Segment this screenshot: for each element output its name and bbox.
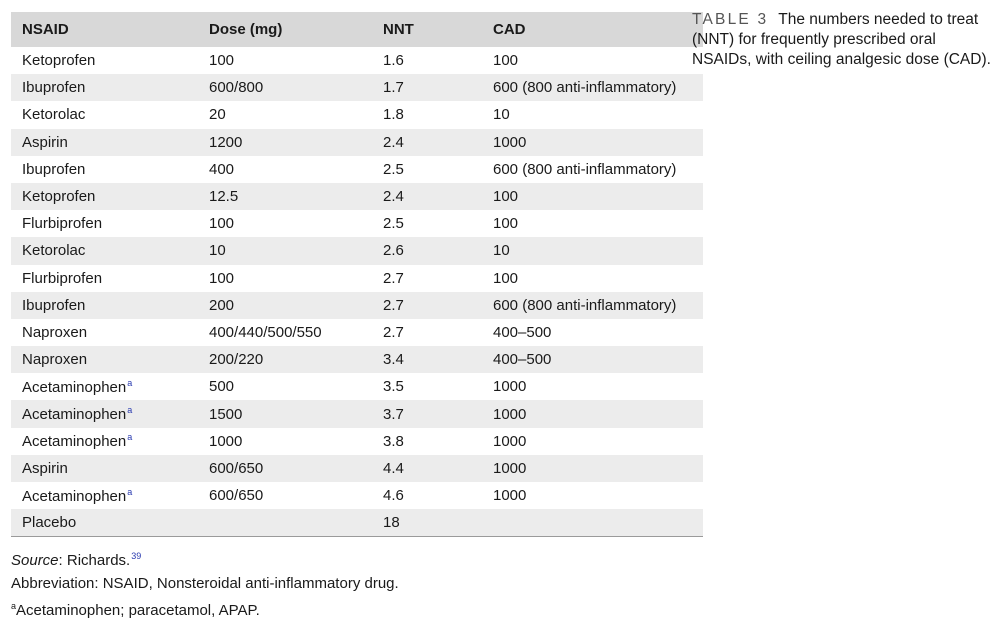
cell-dose: 1500 xyxy=(209,405,243,423)
cell-nnt: 3.7 xyxy=(383,405,404,423)
footnote-mark: a xyxy=(11,601,17,611)
cell-dose: 600/650 xyxy=(209,487,264,505)
nsaid-name: Acetaminophen xyxy=(22,433,127,451)
nsaid-name: Placebo xyxy=(22,514,77,532)
table-row xyxy=(11,129,703,156)
cell-nsaid xyxy=(11,183,198,210)
table-row xyxy=(11,319,703,346)
source-text: : Richards. xyxy=(58,552,131,569)
nsaid-name: Aspirin xyxy=(22,459,68,477)
table-row xyxy=(11,156,703,183)
nsaid-name: Naproxen xyxy=(22,323,88,341)
cell-nnt: 2.4 xyxy=(383,133,404,151)
cell-cad: 10 xyxy=(493,106,510,124)
cell-nsaid xyxy=(11,265,198,292)
nsaid-name: Ibuprofen xyxy=(22,296,86,314)
cell-nnt: 2.6 xyxy=(383,242,404,260)
cell-cad: 600 (800 anti-inflammatory) xyxy=(493,79,677,97)
caption-text: The numbers needed to treat (NNT) for frequently prescribed oral NSAIDs, with ceiling analgesic dose (CAD). xyxy=(692,11,991,68)
nsaid-name: Flurbiprofen xyxy=(22,215,103,233)
nsaid-name: Ketoprofen xyxy=(22,188,96,206)
nsaid-name: Acetaminophen xyxy=(22,406,127,424)
cell-dose: 400 xyxy=(209,160,235,178)
cell-cad: 10 xyxy=(493,242,510,260)
nsaid-name: Flurbiprofen xyxy=(22,269,103,287)
table-row xyxy=(11,47,703,74)
nsaid-name: Ketorolac xyxy=(22,106,86,124)
cell-nsaid xyxy=(11,74,198,101)
cell-cad: 1000 xyxy=(493,459,527,477)
footnote-marker[interactable]: a xyxy=(127,486,133,497)
cell-nsaid xyxy=(11,428,198,455)
nsaid-name: Ketoprofen xyxy=(22,52,96,70)
cell-nsaid xyxy=(11,319,198,346)
cell-nsaid xyxy=(11,237,198,264)
cell-dose: 200/220 xyxy=(209,351,264,369)
cell-dose: 10 xyxy=(209,242,226,260)
cell-dose: 20 xyxy=(209,106,226,124)
cell-cad: 400–500 xyxy=(493,323,552,341)
table-row xyxy=(11,455,703,482)
footnote-marker[interactable]: a xyxy=(127,432,133,443)
footnote-a xyxy=(11,595,399,623)
table-header xyxy=(11,12,703,47)
nsaid-name: Acetaminophen xyxy=(22,378,127,396)
table-row xyxy=(11,482,703,509)
nnt-table-container xyxy=(11,12,677,537)
cell-nnt: 3.4 xyxy=(383,351,404,369)
cell-nsaid xyxy=(11,482,198,509)
footnote-marker[interactable]: a xyxy=(127,377,133,388)
nsaid-name: Acetaminophen xyxy=(22,487,127,505)
nnt-table xyxy=(11,12,703,537)
cell-nnt: 2.7 xyxy=(383,323,404,341)
table-row xyxy=(11,373,703,400)
cell-nnt: 2.5 xyxy=(383,215,404,233)
cell-nnt: 2.4 xyxy=(383,188,404,206)
cell-dose: 12.5 xyxy=(209,188,239,206)
cell-nnt: 2.7 xyxy=(383,269,404,287)
nsaid-name: Ibuprofen xyxy=(22,160,86,178)
cell-cad: 100 xyxy=(493,52,519,70)
header-dose: Dose (mg) xyxy=(209,21,283,38)
footnote-text: Acetaminophen; paracetamol, APAP. xyxy=(16,602,260,619)
source-reference[interactable]: 39 xyxy=(131,551,142,561)
table-row xyxy=(11,509,703,537)
table-row xyxy=(11,292,703,319)
cell-cad: 400–500 xyxy=(493,351,552,369)
cell-nsaid xyxy=(11,400,198,427)
cell-nnt: 1.7 xyxy=(383,79,404,97)
nsaid-name: Naproxen xyxy=(22,351,88,369)
table-row xyxy=(11,265,703,292)
cell-dose: 100 xyxy=(209,215,235,233)
cell-nsaid xyxy=(11,101,198,128)
nsaid-name: Aspirin xyxy=(22,133,68,151)
cell-dose: 100 xyxy=(209,52,235,70)
table-notes xyxy=(11,545,399,623)
cell-cad: 1000 xyxy=(493,432,527,450)
cell-cad: 1000 xyxy=(493,487,527,505)
table-row xyxy=(11,237,703,264)
cell-nnt: 2.5 xyxy=(383,160,404,178)
table-row xyxy=(11,101,703,128)
table-row xyxy=(11,74,703,101)
table-row xyxy=(11,400,703,427)
cell-cad: 100 xyxy=(493,215,519,233)
cell-cad: 1000 xyxy=(493,405,527,423)
cell-dose: 600/800 xyxy=(209,79,264,97)
cell-cad: 1000 xyxy=(493,378,527,396)
caption-label: TABLE 3 xyxy=(692,11,769,28)
header-nnt: NNT xyxy=(383,21,414,38)
cell-dose: 600/650 xyxy=(209,459,264,477)
table-row xyxy=(11,210,703,237)
cell-cad: 600 (800 anti-inflammatory) xyxy=(493,296,677,314)
cell-nnt: 2.7 xyxy=(383,296,404,314)
table-caption xyxy=(692,10,992,70)
table-row xyxy=(11,428,703,455)
cell-nsaid xyxy=(11,292,198,319)
cell-dose: 200 xyxy=(209,296,235,314)
cell-nnt: 18 xyxy=(372,509,482,537)
cell-dose: 400/440/500/550 xyxy=(209,323,322,341)
cell-dose xyxy=(198,509,372,537)
cell-dose: 1200 xyxy=(209,133,243,151)
cell-nsaid xyxy=(11,346,198,373)
header-cad: CAD xyxy=(493,21,526,38)
cell-nsaid xyxy=(11,509,198,537)
cell-nsaid xyxy=(11,47,198,74)
header-nsaid: NSAID xyxy=(22,21,69,38)
cell-cad: 1000 xyxy=(493,133,527,151)
cell-nsaid xyxy=(11,373,198,400)
nsaid-name: Ibuprofen xyxy=(22,79,86,97)
cell-nsaid xyxy=(11,455,198,482)
table-row xyxy=(11,346,703,373)
cell-cad: 600 (800 anti-inflammatory) xyxy=(493,160,677,178)
cell-nsaid xyxy=(11,156,198,183)
abbreviation-note: Abbreviation: NSAID, Nonsteroidal anti-inflammatory drug. xyxy=(11,574,399,592)
cell-nnt: 4.4 xyxy=(383,459,404,477)
table-body xyxy=(11,47,703,537)
cell-nnt: 1.6 xyxy=(383,52,404,70)
header-row xyxy=(11,12,703,47)
cell-nnt: 4.6 xyxy=(383,487,404,505)
cell-cad: 100 xyxy=(493,269,519,287)
table-row xyxy=(11,183,703,210)
nsaid-name: Ketorolac xyxy=(22,242,86,260)
cell-dose: 500 xyxy=(209,378,235,396)
cell-nnt: 1.8 xyxy=(383,106,404,124)
cell-nsaid xyxy=(11,210,198,237)
cell-nnt: 3.5 xyxy=(383,378,404,396)
cell-cad: 100 xyxy=(493,188,519,206)
cell-nsaid xyxy=(11,129,198,156)
source-label: Source xyxy=(11,552,59,569)
cell-cad xyxy=(482,509,703,537)
cell-dose: 1000 xyxy=(209,432,243,450)
cell-dose: 100 xyxy=(209,269,235,287)
source-note xyxy=(11,545,399,573)
footnote-marker[interactable]: a xyxy=(127,405,133,416)
cell-nnt: 3.8 xyxy=(383,432,404,450)
